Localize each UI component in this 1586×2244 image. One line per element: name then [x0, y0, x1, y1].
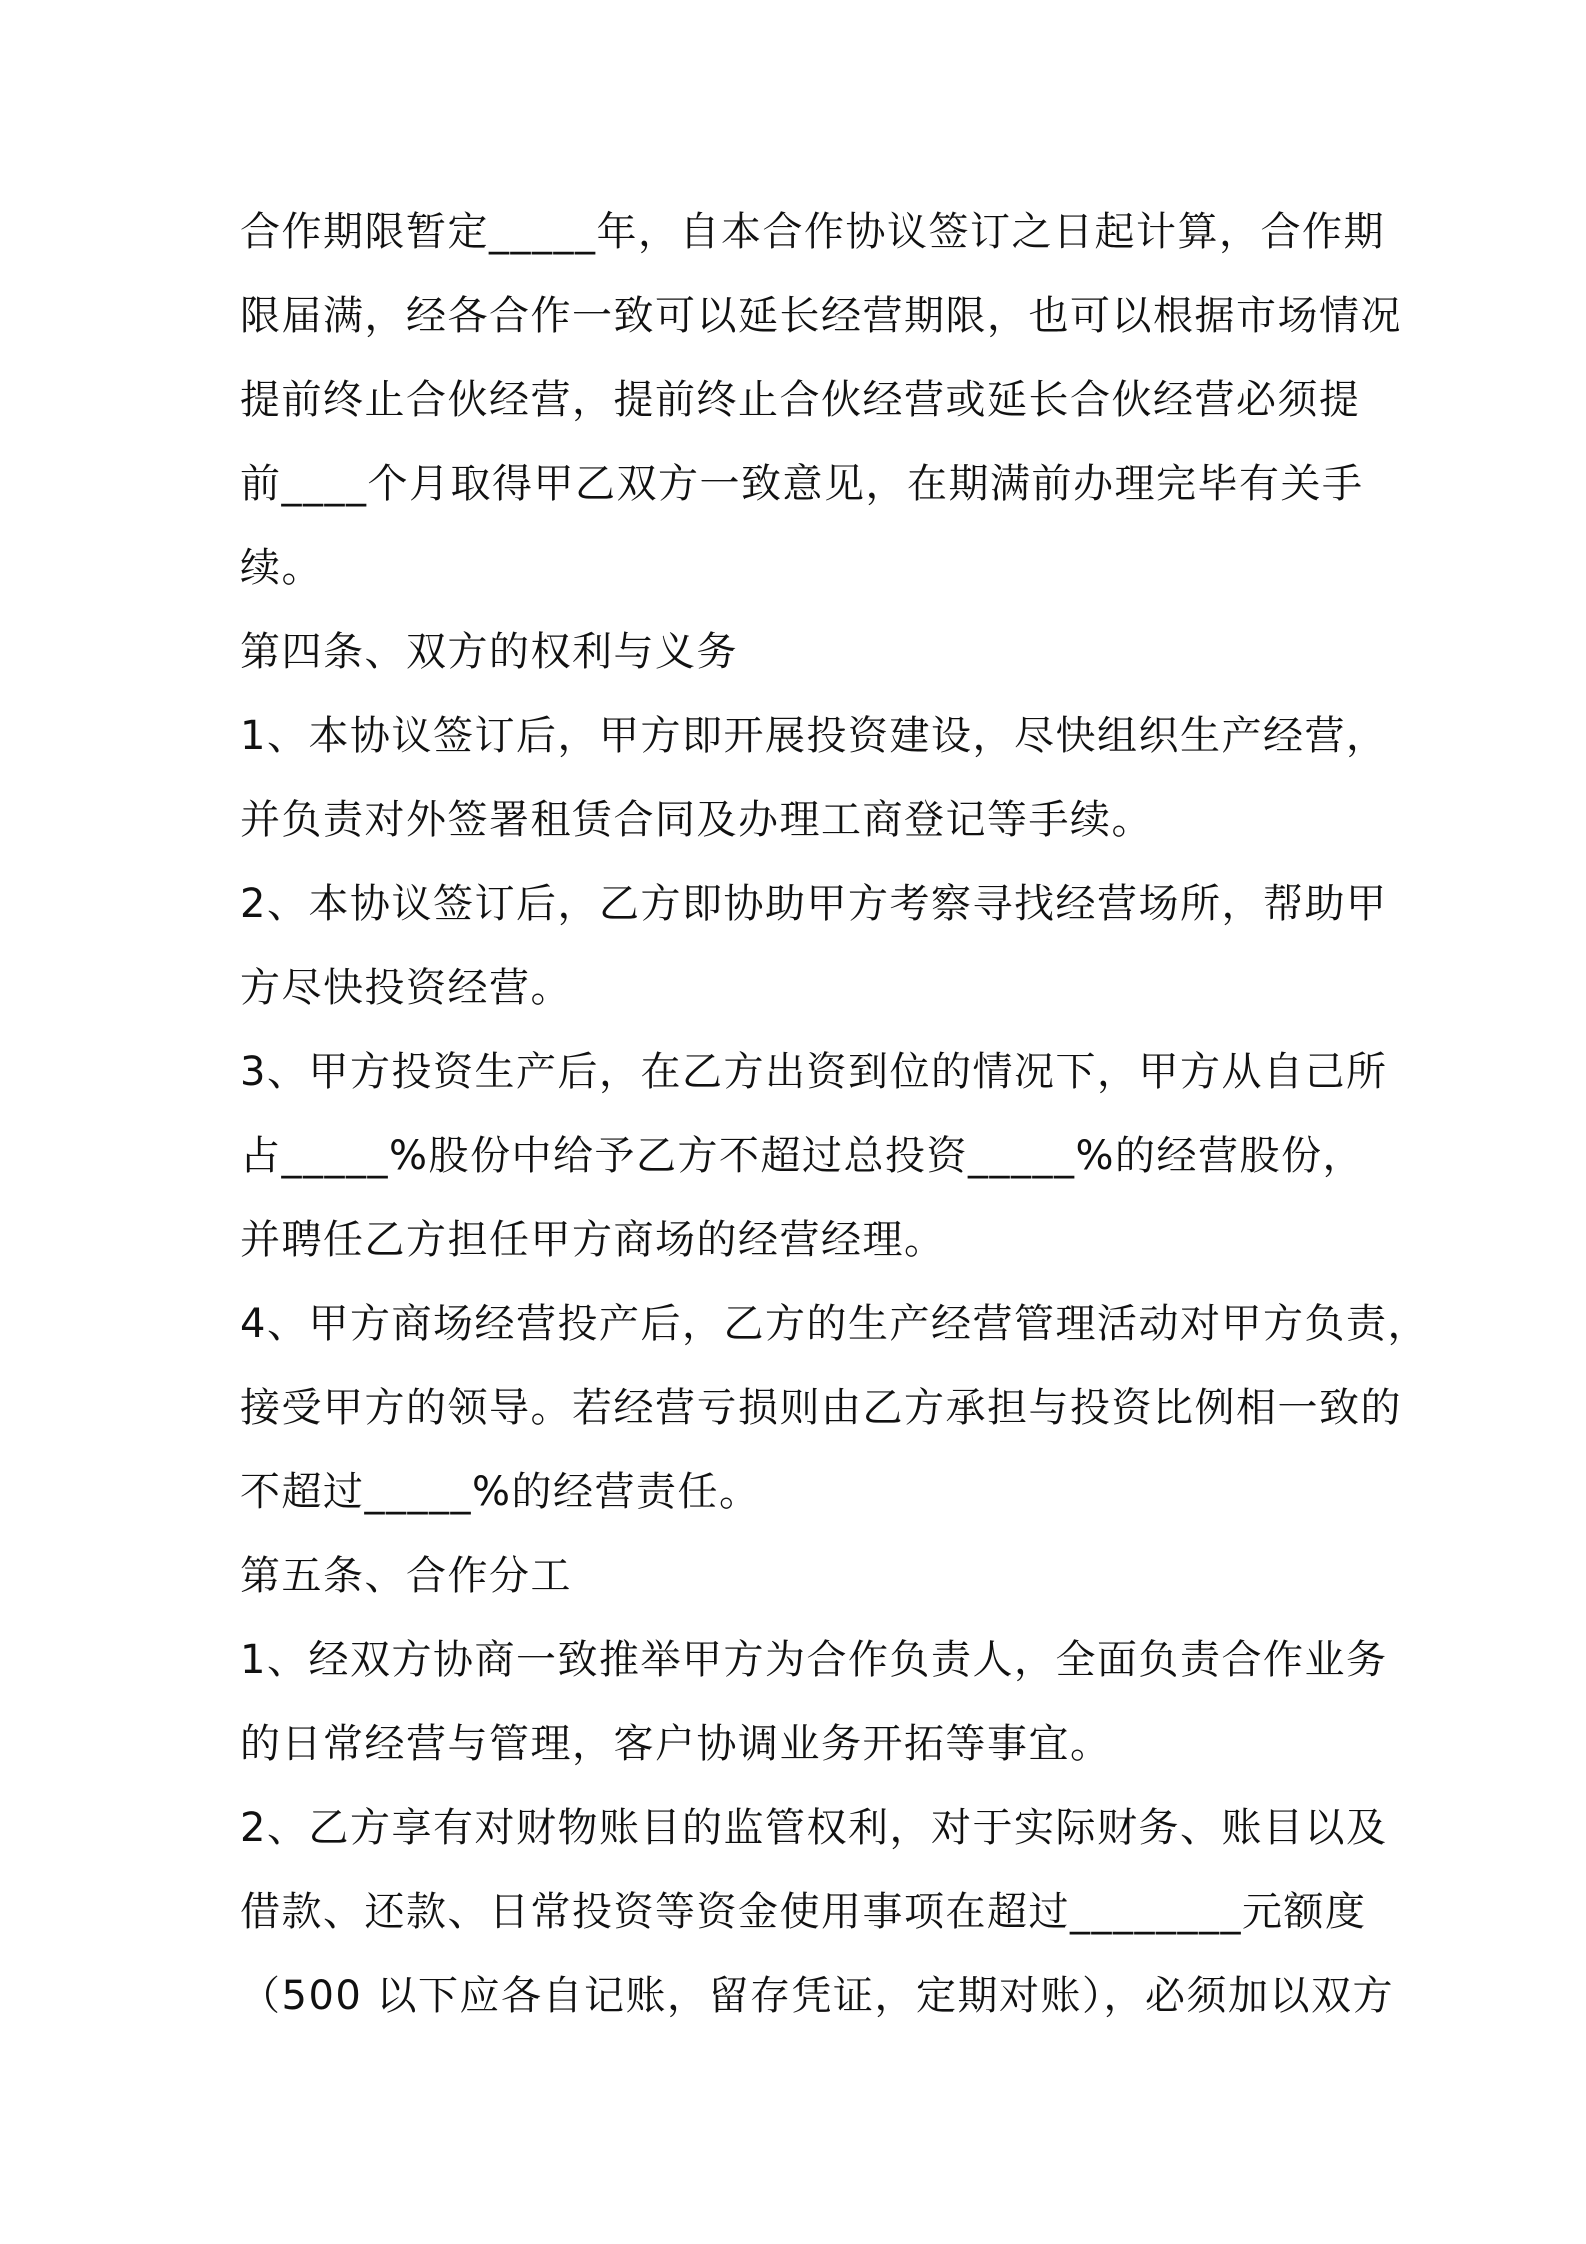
text-line: 限届满，经各合作一致可以延长经营期限，也可以根据市场情况 — [240, 293, 1402, 339]
text-line: 合作期限暂定_____年，自本合作协议签订之日起计算，合作期 — [240, 209, 1385, 255]
text-line: 方尽快投资经营。 — [240, 965, 572, 1011]
text-line: 并聘任乙方担任甲方商场的经营经理。 — [240, 1217, 946, 1263]
text-line: 提前终止合伙经营，提前终止合伙经营或延长合伙经营必须提 — [240, 377, 1361, 423]
text-line: 2、乙方享有对财物账目的监管权利，对于实际财务、账目以及 — [240, 1805, 1388, 1851]
text-line: 1、经双方协商一致推举甲方为合作负责人，全面负责合作业务 — [240, 1637, 1388, 1683]
document-body — [240, 190, 1429, 2038]
text-line: 续。 — [240, 545, 323, 591]
text-line: 并负责对外签署租赁合同及办理工商登记等手续。 — [240, 797, 1153, 843]
text-line: 前____个月取得甲乙双方一致意见，在期满前办理完毕有关手 — [240, 461, 1364, 507]
text-line: 借款、还款、日常投资等资金使用事项在超过________元额度 — [240, 1889, 1367, 1935]
text-line: 2、本协议签订后，乙方即协助甲方考察寻找经营场所，帮助甲 — [240, 881, 1388, 927]
section-heading: 第四条、双方的权利与义务 — [240, 629, 738, 675]
section-heading: 第五条、合作分工 — [240, 1553, 572, 1599]
text-line: 1、本协议签订后，甲方即开展投资建设，尽快组织生产经营， — [240, 713, 1388, 759]
text-line: 4、甲方商场经营投产后，乙方的生产经营管理活动对甲方负责， — [240, 1301, 1429, 1347]
text-line: 不超过_____%的经营责任。 — [240, 1469, 761, 1515]
text-line: 3、甲方投资生产后，在乙方出资到位的情况下，甲方从自己所 — [240, 1049, 1388, 1095]
text-line: （500 以下应各自记账，留存凭证，定期对账），必须加以双方 — [240, 1973, 1395, 2019]
text-line: 占_____%股份中给予乙方不超过总投资_____%的经营股份， — [240, 1133, 1365, 1179]
text-line: 的日常经营与管理，客户协调业务开拓等事宜。 — [240, 1721, 1112, 1767]
text-line: 接受甲方的领导。若经营亏损则由乙方承担与投资比例相一致的 — [240, 1385, 1402, 1431]
